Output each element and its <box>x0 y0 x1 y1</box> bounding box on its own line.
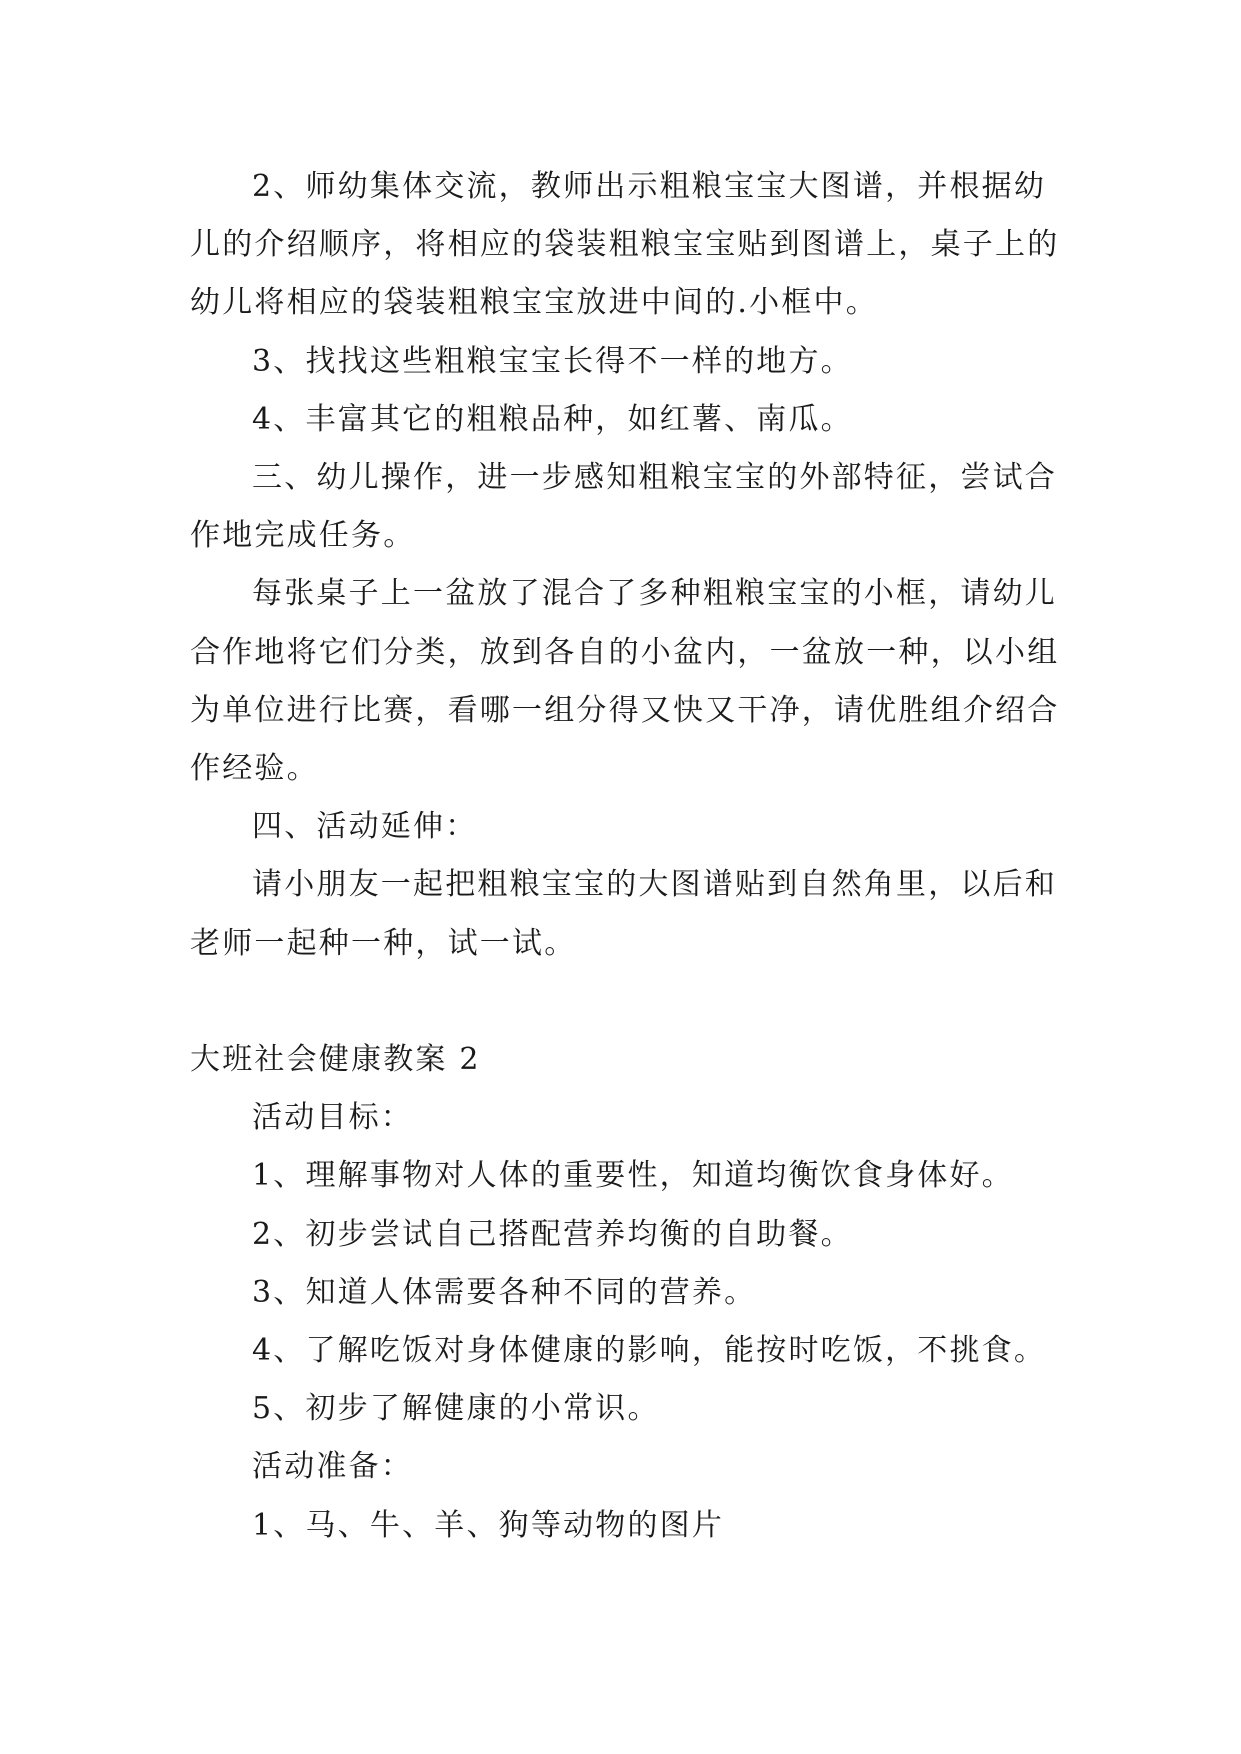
paragraph: 活动准备： <box>252 1449 413 1485</box>
paragraph: 4、丰富其它的粗粮品种，如红薯、南瓜。 <box>252 401 853 437</box>
paragraph: 每张桌子上一盆放了混合了多种粗粮宝宝的小框，请幼儿合作地将它们分类，放到各自的小盆内，一盆放一种，以小组为单位进行比赛，看哪一组分得又快又干净，请优胜组介绍合作经验。 <box>190 576 1060 787</box>
paragraph: 四、活动延伸： <box>252 809 478 845</box>
section-gap <box>190 973 1070 1031</box>
paragraph: 1、马、牛、羊、狗等动物的图片 <box>252 1507 725 1543</box>
section-title: 大班社会健康教案 2 <box>190 1042 481 1078</box>
paragraph: 4、了解吃饭对身体健康的影响，能按时吃饭，不挑食。 <box>252 1333 1047 1369</box>
paragraph: 活动目标： <box>252 1100 413 1136</box>
document-body <box>190 158 1070 1555</box>
paragraph: 2、初步尝试自己搭配营养均衡的自助餐。 <box>252 1216 853 1252</box>
paragraph: 请小朋友一起把粗粮宝宝的大图谱贴到自然角里，以后和老师一起种一种，试一试。 <box>190 867 1057 961</box>
paragraph: 3、知道人体需要各种不同的营养。 <box>252 1274 757 1310</box>
paragraph: 5、初步了解健康的小常识。 <box>252 1391 660 1427</box>
paragraph: 2、师幼集体交流，教师出示粗粮宝宝大图谱，并根据幼儿的介绍顺序，将相应的袋装粗粮宝宝贴到图谱上，桌子上的幼儿将相应的袋装粗粮宝宝放进中间的.小框中。 <box>190 169 1060 321</box>
paragraph: 3、找找这些粗粮宝宝长得不一样的地方。 <box>252 343 853 379</box>
paragraph: 1、理解事物对人体的重要性，知道均衡饮食身体好。 <box>252 1158 1014 1194</box>
paragraph: 三、幼儿操作，进一步感知粗粮宝宝的外部特征，尝试合作地完成任务。 <box>190 460 1057 554</box>
